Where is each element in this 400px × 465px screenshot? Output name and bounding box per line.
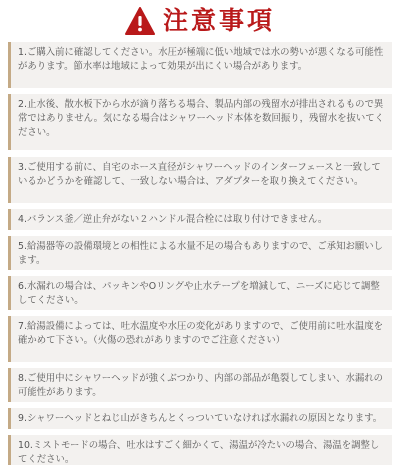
notice-item-7: 7.給湯設備によっては、吐水温度や水圧の変化がありますので、ご使用前に吐水温度を確かめて下さい。（火傷の恐れがありますのでご注意ください） — [8, 316, 392, 362]
notice-item-9: 9.シャワーヘッドとねじ山がきちんとくっついていなければ水漏れの原因となります。 — [8, 408, 392, 429]
header — [0, 4, 400, 38]
notice-item-2: 2.止水後、散水板下から水が滴り落ちる場合、製品内部の残留水が排出されるもので異常ではありません。気になる場合はシャワーヘッド本体を数回振り，残留水を抜いてください。 — [8, 94, 392, 150]
notice-item-3: 3.ご使用する前に、自宅のホース直径がシャワーヘッドのインターフェースと一致しているかどうかを確認して、一致しない場合は、アダプターを取り換えてください。 — [8, 157, 392, 203]
notice-item-1: 1.ご購入前に確認してください。水圧が極端に低い地域では水の勢いが悪くなる可能性があります。節水率は地域によって効果が出にくい場合があります。 — [8, 42, 392, 88]
notice-item-4: 4.バランス釜／逆止弁がない２ハンドル混合栓には取り付けできません。 — [8, 209, 392, 230]
warning-icon — [125, 7, 155, 35]
notice-item-5: 5.給湯器等の設備環境との相性による水量不足の場合もありますので、ご承知お願いします。 — [8, 236, 392, 270]
notice-item-6: 6.水漏れの場合は、パッキンやOリングや止水テープを増減して、ニーズに応じて調整してください。 — [8, 276, 392, 310]
page-title: 注意事項 — [162, 6, 275, 35]
notice-item-8: 8.ご使用中にシャワーヘッドが強くぶつかり、内部の部品が亀裂してしまい、水漏れの可能性があります。 — [8, 368, 392, 402]
notice-item-10: 10.ミストモードの場合、吐水はすごく細かくて、湯温が冷たいの場合、湯温を調整してください。 — [8, 435, 392, 465]
